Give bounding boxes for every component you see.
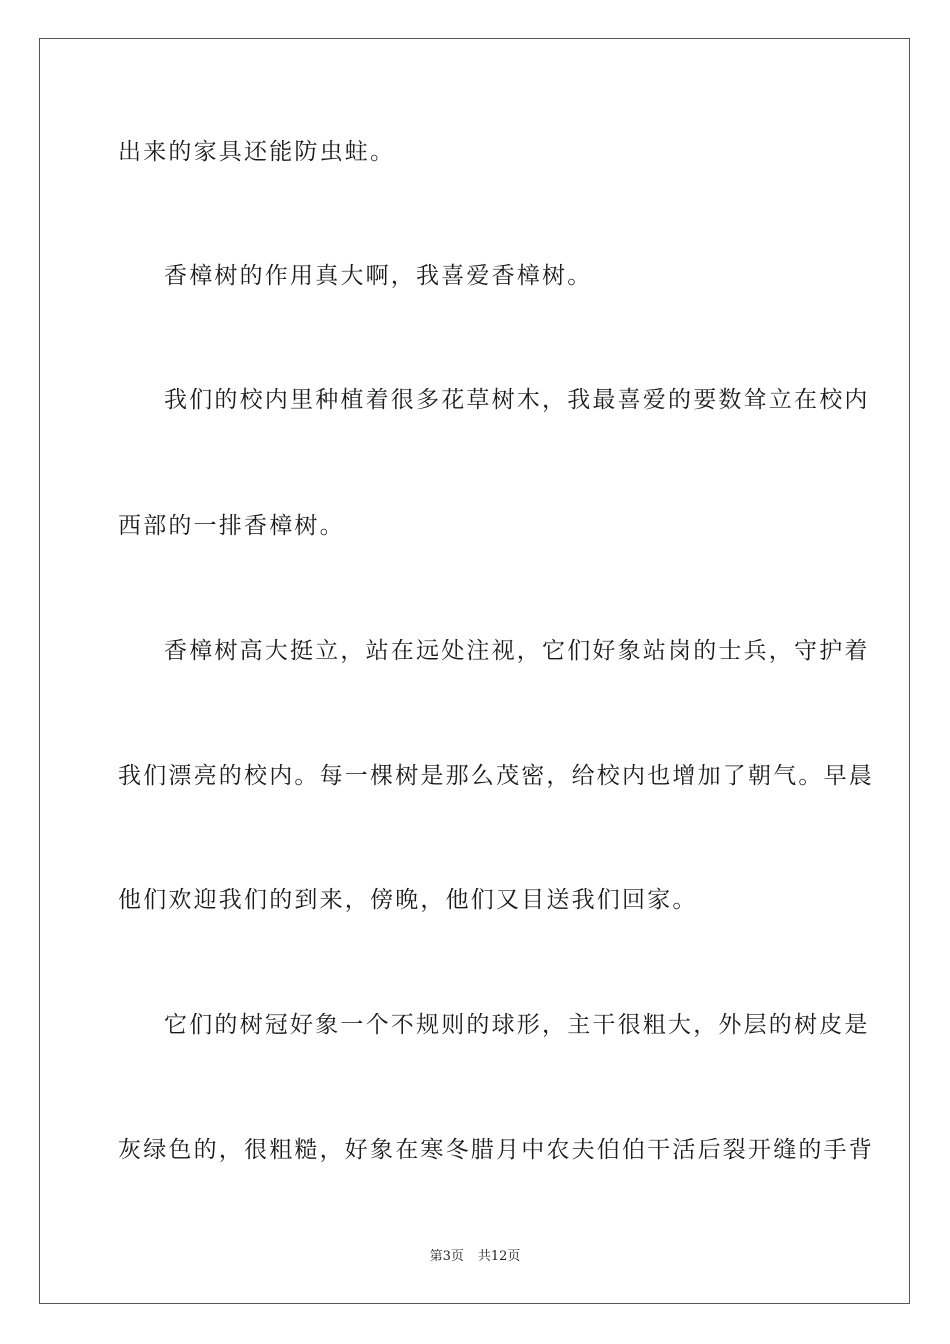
- text-line-2: 香樟树的作用真大啊，我喜爱香樟树。: [164, 263, 593, 289]
- text-line-6: 我们漂亮的校内。每一棵树是那么茂密，给校内也增加了朝气。早晨: [118, 763, 874, 789]
- text-line-4: 西部的一排香樟树。: [118, 513, 345, 539]
- page-number: 第3页: [429, 1249, 464, 1264]
- text-line-8: 它们的树冠好象一个不规则的球形，主干很粗大，外层的树皮是: [164, 1012, 870, 1038]
- text-line-7: 他们欢迎我们的到来，傍晚，他们又目送我们回家。: [118, 887, 698, 913]
- page-frame: [39, 38, 910, 1304]
- text-line-5: 香樟树高大挺立，站在远处注视，它们好象站岗的士兵，守护着: [164, 638, 870, 664]
- page-total: 共12页: [477, 1249, 521, 1264]
- page-footer: [0, 1248, 950, 1266]
- text-line-1: 出来的家具还能防虫蛀。: [118, 139, 396, 165]
- text-line-3: 我们的校内里种植着很多花草树木，我最喜爱的要数耸立在校内: [164, 387, 870, 413]
- text-line-9: 灰绿色的，很粗糙，好象在寒冬腊月中农夫伯伯干活后裂开缝的手背: [118, 1137, 874, 1163]
